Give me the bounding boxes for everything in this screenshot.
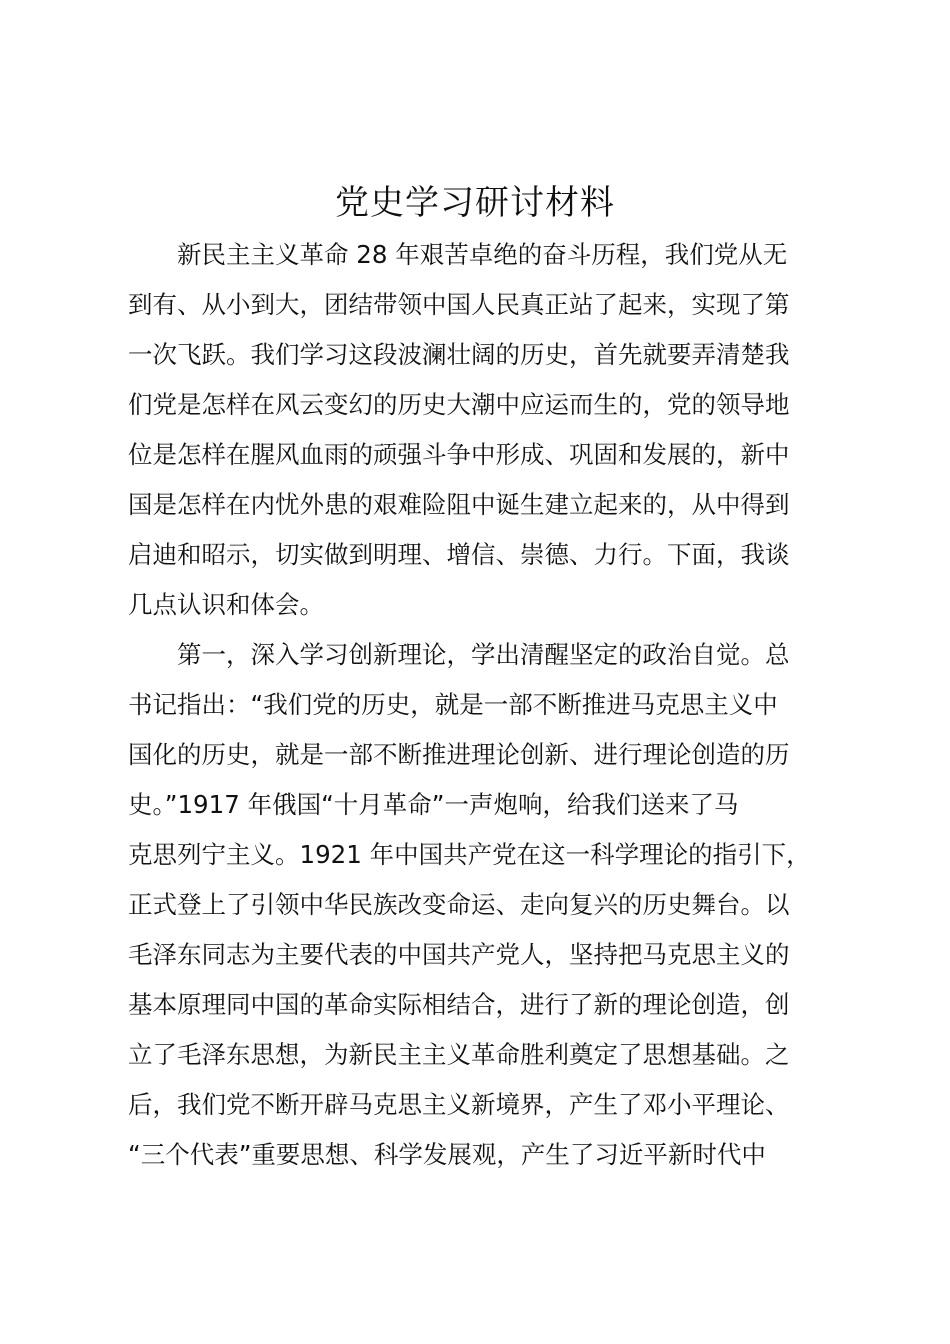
text-line: 们党是怎样在风云变幻的历史大潮中应运而生的，党的领导地	[128, 390, 790, 419]
text-line: 基本原理同中国的革命实际相结合，进行了新的理论创造，创	[128, 990, 790, 1019]
text-line: 一次飞跃。我们学习这段波澜壮阔的历史，首先就要弄清楚我	[128, 340, 790, 369]
text-line: 史。”1917 年俄国“十月革命”一声炮响，给我们送来了马	[128, 790, 739, 819]
document-body	[128, 230, 834, 1180]
text-line: “三个代表”重要思想、科学发展观，产生了习近平新时代中	[128, 1140, 766, 1169]
text-line: 国化的历史，就是一部不断推进理论创新、进行理论创造的历	[128, 740, 790, 769]
text-line: 毛泽东同志为主要代表的中国共产党人，坚持把马克思主义的	[128, 940, 790, 969]
text-line: 正式登上了引领中华民族改变命运、走向复兴的历史舞台。以	[128, 890, 790, 919]
text-line: 第一，深入学习创新理论，学出清醒坚定的政治自觉。总	[128, 640, 790, 669]
text-line: 启迪和昭示，切实做到明理、增信、崇德、力行。下面，我谈	[128, 540, 790, 569]
text-line: 到有、从小到大，团结带领中国人民真正站了起来，实现了第	[128, 290, 790, 319]
text-line: 克思列宁主义。1921 年中国共产党在这一科学理论的指引下，	[128, 840, 811, 869]
text-line: 位是怎样在腥风血雨的顽强斗争中形成、巩固和发展的，新中	[128, 440, 790, 469]
text-line: 立了毛泽东思想，为新民主主义革命胜利奠定了思想基础。之	[128, 1040, 790, 1069]
text-line: 书记指出：“我们党的历史，就是一部不断推进马克思主义中	[128, 690, 778, 719]
document-title: 党史学习研讨材料	[335, 183, 615, 223]
text-line: 后，我们党不断开辟马克思主义新境界，产生了邓小平理论、	[128, 1090, 790, 1119]
text-line: 国是怎样在内忧外患的艰难险阻中诞生建立起来的，从中得到	[128, 490, 790, 519]
text-line: 几点认识和体会。	[128, 590, 324, 619]
text-line: 新民主主义革命 28 年艰苦卓绝的奋斗历程，我们党从无	[128, 240, 788, 269]
